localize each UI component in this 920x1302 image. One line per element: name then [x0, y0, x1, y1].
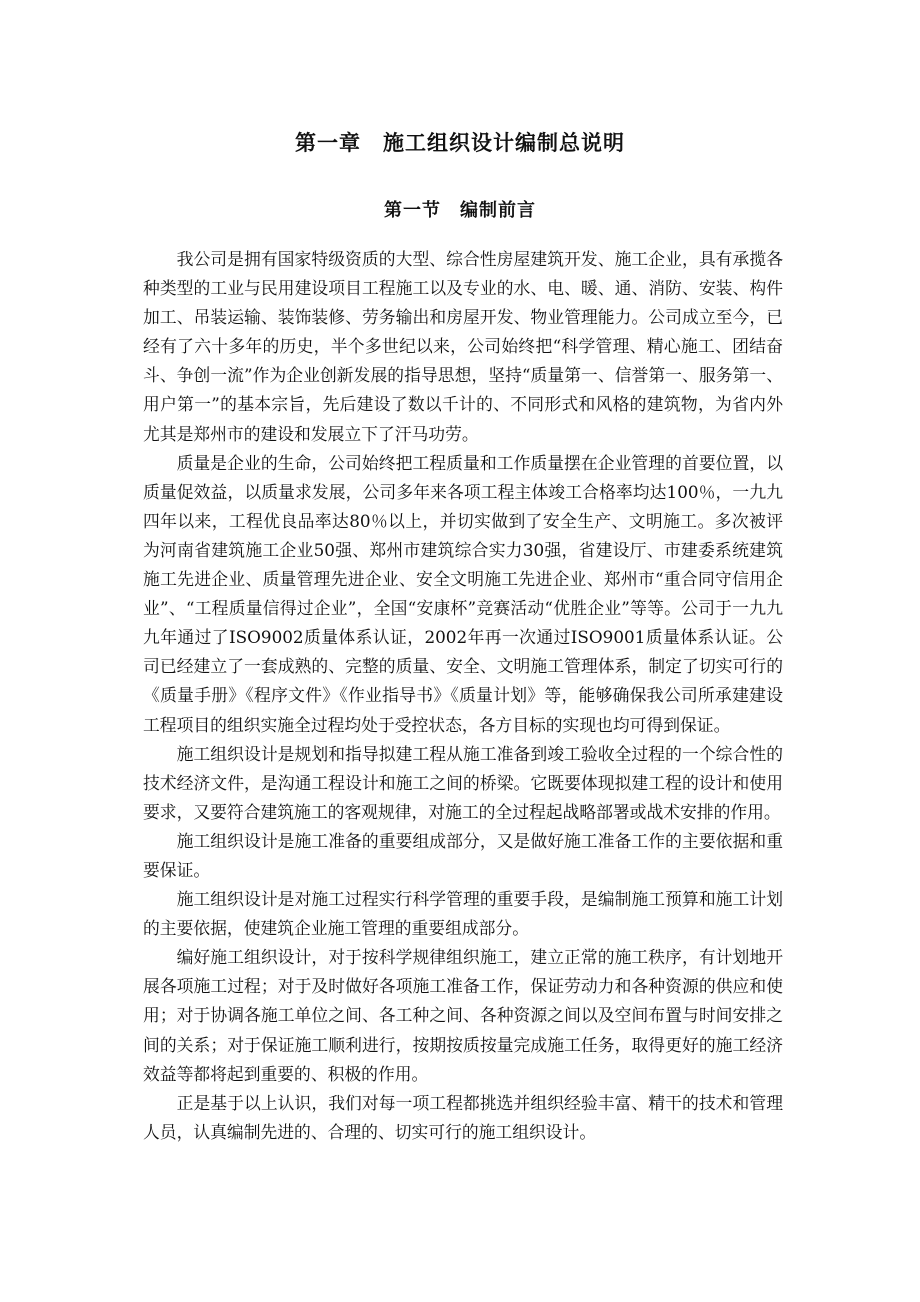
paragraph-design-management: 施工组织设计是对施工过程实行科学管理的重要手段，是编制施工预算和施工计划的主要依据，使建筑企业施工管理的重要组成部分。	[143, 889, 783, 939]
paragraph-company-intro: 我公司是拥有国家特级资质的大型、综合性房屋建筑开发、施工企业，具有承揽各种类型的工业与民用建设项目工程施工以及专业的水、电、暖、通、消防、安装、构件加工、吊装运输、装饰装修、劳务输出和房屋开发、物业管理能力。公司成立至今，已经有了六十多年的历史，半个多世纪以来，公司始终把“科学管理、精心施工、团结奋斗、争创一流”作为企业创新发展的指导思想，坚持“质量第一、信誉第一、服务第一、用户第一”的基本宗旨，先后建设了数以千计的、不同形式和风格的建筑物，为省内外尤其是郑州市的建设和发展立下了汗马功劳。	[143, 249, 783, 444]
body-text	[143, 245, 783, 1147]
chapter-title: 第一章 施工组织设计编制总说明	[295, 131, 625, 155]
section-title: 第一节 编制前言	[384, 200, 536, 221]
paragraph-conclusion: 正是基于以上认识，我们对每一项工程都挑选并组织经验丰富、精干的技术和管理人员，认真编制先进的、合理的、切实可行的施工组织设计。	[143, 1092, 783, 1142]
paragraph-design-definition: 施工组织设计是规划和指导拟建工程从施工准备到竣工验收全过程的一个综合性的技术经济文件，是沟通工程设计和施工之间的桥梁。它既要体现拟建工程的设计和使用要求，又要符合建筑施工的客观规律，对施工的全过程起战略部署或战术安排的作用。	[143, 743, 783, 822]
paragraph-design-preparation: 施工组织设计是施工准备的重要组成部分，又是做好施工准备工作的主要依据和重要保证。	[143, 830, 783, 880]
paragraph-quality: 质量是企业的生命，公司始终把工程质量和工作质量摆在企业管理的首要位置，以质量促效益，以质量求发展，公司多年来各项工程主体竣工合格率均达100％，一九九四年以来，工程优良品率达80％以上，并切实做到了安全生产、文明施工。多次被评为河南省建筑施工企业50强、郑州市建筑综合实力30强，省建设厅、市建委系统建筑施工先进企业、质量管理先进企业、安全文明施工先进企业、郑州市“重合同守信用企业”、“工程质量信得过企业”，全国“安康杯”竞赛活动“优胜企业”等等。公司于一九九九年通过了ISO9002质量体系认证，2002年再一次通过ISO9001质量体系认证。公司已经建立了一套成熟的、完整的质量、安全、文明施工管理体系，制定了切实可行的《质量手册》《程序文件》《作业指导书》《质量计划》等，能够确保我公司所承建建设工程项目的组织实施全过程均处于受控状态，各方目标的实现也均可得到保证。	[143, 452, 783, 735]
paragraph-design-importance: 编好施工组织设计，对于按科学规律组织施工，建立正常的施工秩序，有计划地开展各项施工过程；对于及时做好各项施工准备工作，保证劳动力和各种资源的供应和使用；对于协调各施工单位之间、各工种之间、各种资源之间以及空间布置与时间安排之间的关系；对于保证施工顺利进行，按期按质按量完成施工任务，取得更好的施工经济效益等都将起到重要的、积极的作用。	[143, 947, 783, 1084]
